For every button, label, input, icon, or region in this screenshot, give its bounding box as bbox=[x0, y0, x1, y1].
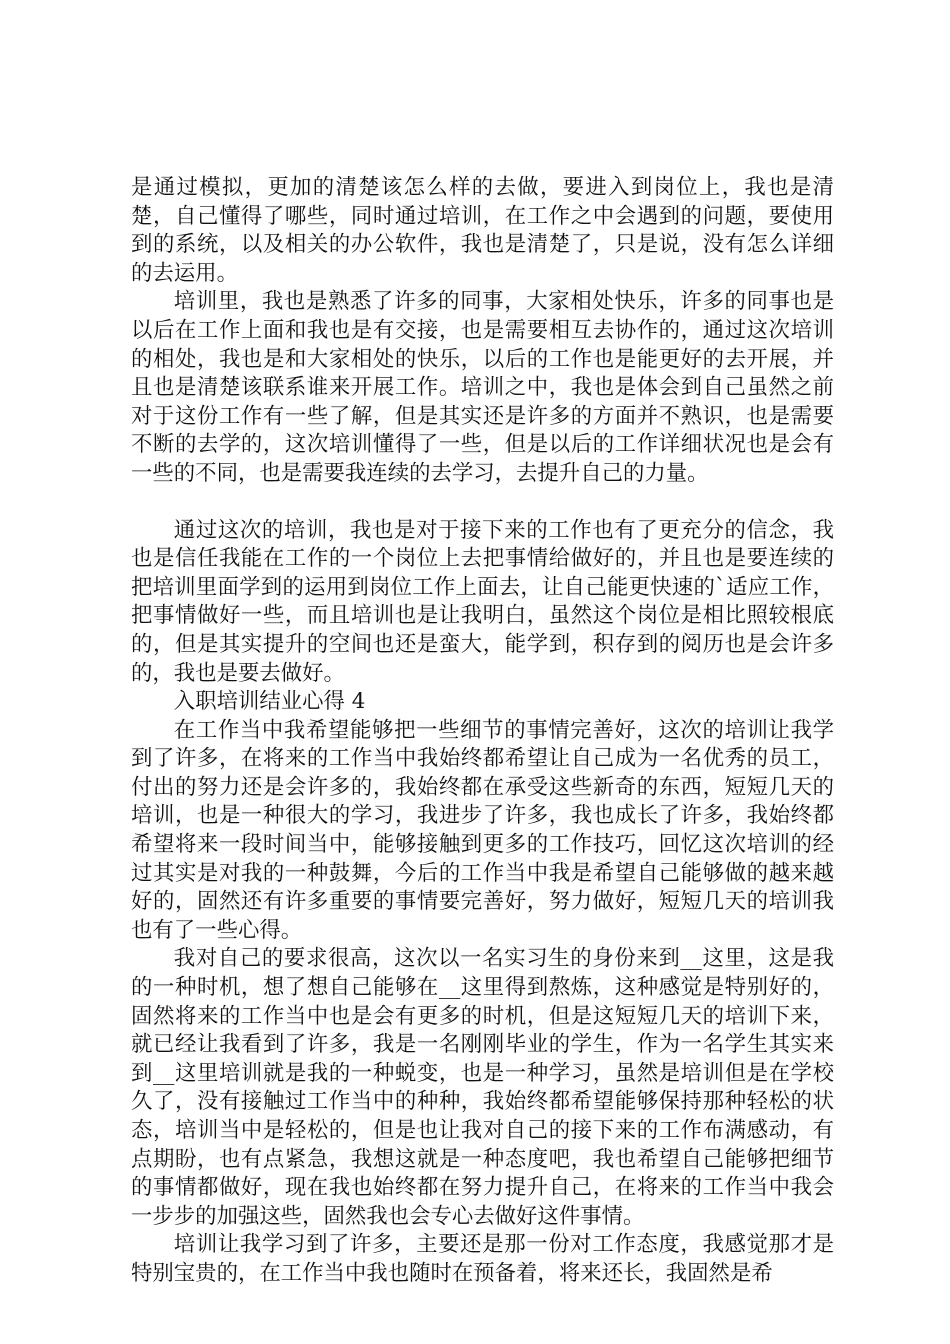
paragraph-6: 培训让我学习到了许多，主要还是那一份对工作态度，我感觉那才是特别宝贵的，在工作当中我也随时在预备着，将来还长，我固然是希 bbox=[131, 1232, 834, 1286]
paragraph-5: 我对自己的要求很高，这次以一名实习生的身份来到__这里，这是我的一种时机，想了想自己能够在__这里得到熬炼，这种感觉是特别好的，固然将来的工作当中也是会有更多的时机，但是这短短几天的培训下来，就已经让我看到了许多，我是一名刚刚毕业的学生，作为一名学生其实来到__这里培训就是我的一种蜕变，也是一种学习，虽然是培训但是在学校久了，没有接触过工作当中的种种，我始终都希望能够保持那种轻松的状态，培训当中是轻松的，但是也让我对自己的接下来的工作布满感动，有点期盼，也有点紧急，我想这就是一种态度吧，我也希望自己能够把细节的事情都做好，现在我也始终都在努力提升自己，在将来的工作当中我会一步步的加强这些，固然我也会专心去做好这件事情。 bbox=[131, 946, 834, 1229]
section-heading: 入职培训结业心得 4 bbox=[173, 689, 366, 715]
paragraph-4: 在工作当中我希望能够把一些细节的事情完善好，这次的培训让我学到了许多，在将来的工作当中我始终都希望让自己成为一名优秀的员工，付出的努力还是会许多的，我始终都在承受这些新奇的东西，短短几天的培训，也是一种很大的学习，我进步了许多，我也成长了许多，我始终都希望将来一段时间当中，能够接触到更多的工作技巧，回忆这次培训的经过其实是对我的一种鼓舞，今后的工作当中我是希望自己能够做的越来越好的，固然还有许多重要的事情要完善好，努力做好，短短几天的培训我也有了一些心得。 bbox=[131, 717, 834, 943]
paragraph-2: 培训里，我也是熟悉了许多的同事，大家相处快乐，许多的同事也是以后在工作上面和我也是有交接，也是需要相互去协作的，通过这次培训的相处，我也是和大家相处的快乐，以后的工作也是能更好的去开展，并且也是清楚该联系谁来开展工作。培训之中，我也是体会到自己虽然之前对于这份工作有一些了解，但是其实还是许多的方面并不熟识，也是需要不断的去学的，这次培训懂得了一些，但是以后的工作详细状况也是会有一些的不同，也是需要我连续的去学习，去提升自己的力量。 bbox=[131, 289, 834, 486]
paragraph-1: 是通过模拟，更加的清楚该怎么样的去做，要进入到岗位上，我也是清楚，自己懂得了哪些，同时通过培训，在工作之中会遇到的问题，要使用到的系统，以及相关的办公软件，我也是清楚了，只是说，没有怎么详细的去运用。 bbox=[131, 175, 834, 286]
paragraph-3: 通过这次的培训，我也是对于接下来的工作也有了更充分的信念，我也是信任我能在工作的一个岗位上去把事情给做好的，并且也是要连续的把培训里面学到的运用到岗位工作上面去，让自己能更快速的`适应工作，把事情做好一些，而且培训也是让我明白，虽然这个岗位是相比照较根底的，但是其实提升的空间也还是蛮大，能学到，积存到的阅历也是会许多的，我也是要去做好。 bbox=[131, 517, 834, 686]
document-page bbox=[131, 174, 834, 1289]
